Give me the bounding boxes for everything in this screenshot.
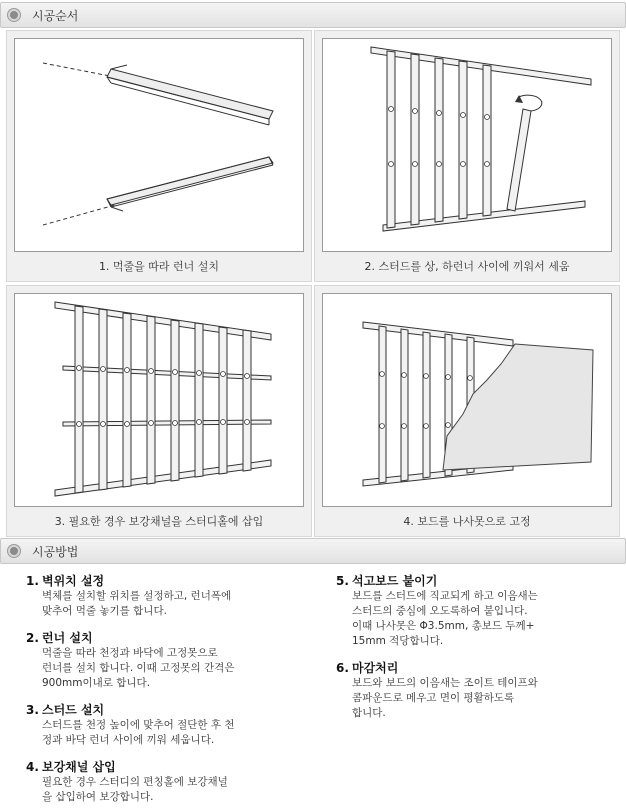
method-desc: 벽체를 설치할 위치를 설정하고, 런너폭에 맞추어 먹줄 놓기를 합니다. [42,590,232,617]
bullet-icon [8,9,20,21]
method-num: 1. [26,574,39,588]
method-item-3 [26,703,316,748]
construction-order-header [0,2,626,28]
step-caption-1: 1. 먹줄을 따라 런너 설치 [98,260,220,273]
method-desc: 필요한 경우 스터디의 편칭홀에 보강채널 을 삽입하여 보강합니다. [42,776,228,803]
method-title: 벽위치 설정 [42,574,105,588]
construction-order-title: 시공순서 [32,9,79,23]
method-title: 보강채널 삽입 [42,760,116,774]
bullet-icon [8,545,20,557]
method-num: 6. [336,661,349,675]
method-num: 3. [26,703,39,717]
method-item-5 [336,574,616,649]
step-card-3 [6,285,312,537]
method-column-right [336,574,616,733]
method-item-1 [26,574,316,619]
step-caption-2: 2. 스터드를 상, 하런너 사이에 끼워서 세움 [364,260,570,273]
method-title: 런너 설치 [42,631,93,645]
method-desc: 먹줄을 따라 천정과 바닥에 고정못으로 런너를 설치 합니다. 이때 고정못의 간격은 900mm이내로 합니다. [42,647,235,689]
method-desc: 스터드를 천정 높이에 맞추어 절단한 후 천 정과 바닥 런너 사이에 끼워 세웁니다. [42,719,235,746]
method-title: 석고보드 붙이기 [352,574,438,588]
method-item-4 [26,760,316,805]
method-num: 4. [26,760,39,774]
method-title: 마감처리 [352,661,399,675]
method-item-2 [26,631,316,691]
reinforcing-channels-illustration [14,293,304,507]
method-desc: 보드와 보드의 이음새는 조이트 테이프와 콤파운드로 메우고 면이 평활하도록 합니다. [352,677,538,719]
board-fixing-illustration [322,293,612,507]
step-card-1 [6,30,312,282]
step-card-4 [314,285,620,537]
method-num: 2. [26,631,39,645]
construction-method-header [0,538,626,564]
method-column-left [26,574,316,808]
step-caption-3: 3. 필요한 경우 보강채널을 스터디홀에 삽입 [54,515,264,528]
method-item-6 [336,661,616,721]
construction-method-title: 시공방법 [32,545,79,559]
studs-between-runners-illustration [322,38,612,252]
step-caption-4: 4. 보드를 나사못으로 고정 [403,515,531,528]
method-title: 스터드 설치 [42,703,105,717]
method-desc: 보드를 스터드에 직교되게 하고 이음새는 스터드의 중심에 오도록하여 붙입니다. 이때 나사못은 Φ3.5mm, 총보드 두께+ 15mm 적당합니다. [352,590,538,647]
method-num: 5. [336,574,349,588]
step-card-2 [314,30,620,282]
runner-rails-illustration [14,38,304,252]
